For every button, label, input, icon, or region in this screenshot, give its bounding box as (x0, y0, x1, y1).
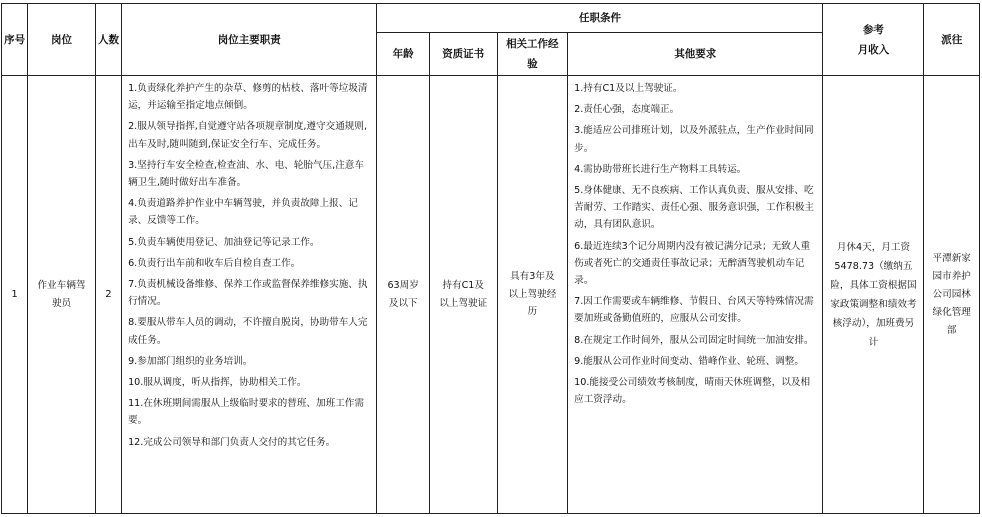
duty-item: 11.在休班期间需服从上级临时要求的替班、加班工作需要。 (128, 398, 364, 427)
duty-item: 4.负责道路养护作业中车辆驾驶，并负责故障上报、记录、反馈等工作。 (128, 198, 358, 227)
header-assign: 派往 (924, 4, 980, 76)
job-requirements-table (1, 3, 980, 514)
header-income: 参考 月收入 (823, 4, 924, 76)
cell-assign: 平潭新家园市养护公司园林绿化管理部 (924, 76, 980, 514)
cell-seq: 1 (2, 76, 28, 514)
duty-item: 8.要服从带车人员的调动，不许擅自脱岗，协助带车人完成任务。 (128, 317, 368, 346)
cell-income: 月休4天，月工资5478.73（缴纳五险，具体工资根据国家政策调整和绩效考核浮动），加班费另计 (823, 76, 924, 514)
table-row (2, 76, 980, 514)
requirement-item: 10.能接受公司绩效考核制度，晴雨天休班调整，以及相应工资浮动。 (574, 377, 811, 406)
cell-headcount: 2 (95, 76, 121, 514)
duty-item: 6.负责行出车前和收车后自检自查工作。 (128, 257, 301, 269)
duty-item: 1.负责绿化养护产生的杂草、修剪的枯枝、落叶等垃圾清运，并运输至指定地点倾倒。 (128, 83, 368, 112)
duty-item: 9.参加部门组织的业务培训。 (128, 355, 253, 367)
requirement-item: 7.因工作需要或车辆维修、节假日、台风天等特殊情况需要加班或备勤值班的，应服从公司安排。 (574, 296, 814, 325)
requirement-item: 6.最近连续3个记分周期内没有被记满分记录；无致人重伤或者死亡的交通责任事故记录；无醉酒驾驶机动车记录。 (574, 240, 811, 287)
cell-experience: 具有3年及以上驾驶经历 (497, 76, 568, 514)
requirement-item: 1.持有C1及以上驾驶证。 (574, 83, 683, 94)
duty-item: 7.负责机械设备维修、保养工作或监督保养维修实施、执行情况。 (128, 279, 368, 308)
requirement-item: 4.需协助带班长进行生产物料工具转运。 (574, 163, 747, 175)
cell-duties (122, 76, 377, 514)
requirement-item: 5.身体健康、无不良疾病、工作认真负责、服从安排、吃苦耐劳、工作踏实、责任心强、服务意识强，工作积极主动，具有团队意识。 (574, 185, 814, 231)
duty-item: 10.服从调度，听从指挥，协助相关工作。 (128, 377, 307, 389)
header-headcount: 人数 (95, 4, 121, 76)
cell-cert: 持有C1及以上驾驶证 (429, 76, 497, 514)
requirement-item: 8.在规定工作时间外，服从公司固定时间统一加油安排。 (574, 334, 814, 346)
header-duties: 岗位主要职责 (122, 4, 377, 76)
cell-post: 作业车辆驾驶员 (28, 76, 96, 514)
requirement-item: 3.能适应公司排班计划，以及外派驻点，生产作业时间同步。 (574, 125, 814, 154)
cell-other-requirements (568, 76, 823, 514)
duty-item: 12.完成公司领导和部门负责人交付的其它任务。 (128, 436, 336, 448)
header-requirements: 任职条件 (377, 4, 823, 33)
requirement-item: 9.能服从公司作业时间变动、错峰作业、轮班、调整。 (574, 355, 804, 367)
header-cert: 资质证书 (429, 33, 497, 76)
header-seq: 序号 (2, 4, 28, 76)
header-other: 其他要求 (568, 33, 823, 76)
header-experience: 相关工作经验 (497, 33, 568, 76)
duty-item: 5.负责车辆使用登记、加油登记等记录工作。 (128, 236, 320, 248)
duty-item: 3.坚持行车安全检查,检查油、水、电、轮胎气压,注意车辆卫生,随时做好出车准备。 (128, 159, 364, 189)
header-age: 年龄 (377, 33, 429, 76)
requirement-item: 2.责任心强，态度端正。 (574, 104, 680, 116)
header-post: 岗位 (28, 4, 96, 76)
cell-age: 63周岁及以下 (377, 76, 429, 514)
duty-item: 2.服从领导指挥,自觉遵守站各项规章制度,遵守交通规则,出车及时,随叫随到,保证安全行车、完成任务。 (128, 121, 368, 150)
